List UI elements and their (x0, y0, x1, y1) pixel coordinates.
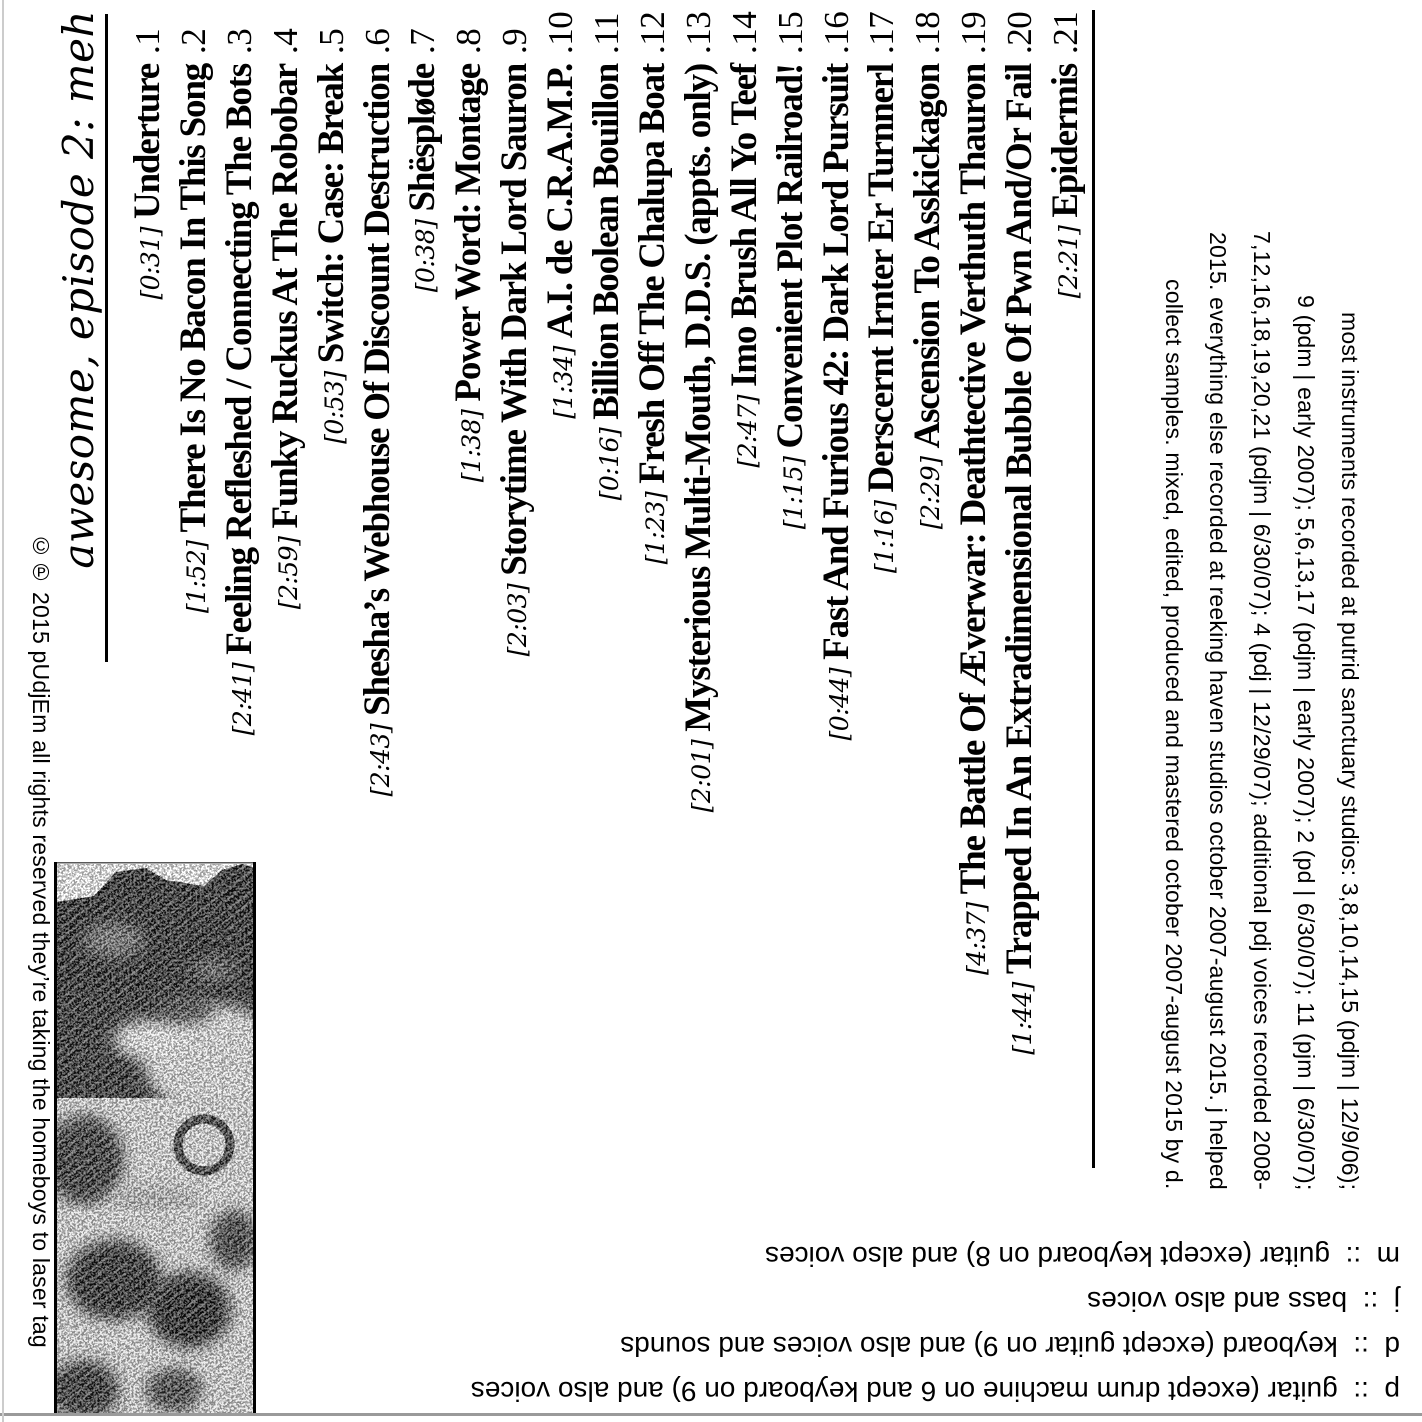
track-duration: [2:41] (227, 662, 257, 736)
track-duration: [1:44] (1008, 982, 1038, 1055)
track-title: Feeling Refleshed / Connecting The Bots (218, 64, 260, 655)
track-title: Underture (127, 64, 168, 219)
track-item (676, 6, 722, 1398)
track-item (538, 6, 584, 1398)
track-title: Power Word: Montage (448, 64, 490, 402)
track-duration: [0:44] (824, 667, 854, 741)
album-title: awesome, episode 2: meh (54, 10, 103, 569)
track-number: .18 (908, 11, 948, 54)
track-number: .12 (632, 11, 672, 54)
track-duration: [2:47] (732, 394, 762, 468)
photo-artwork (54, 860, 256, 1416)
track-item (446, 6, 492, 1398)
track-item (722, 6, 768, 1398)
recording-note-line: most instruments recorded at putrid sanctuary studios: 3,8,10,14,15 (pdjm | 12/9/06); (1337, 311, 1363, 1190)
track-number: .9 (495, 28, 535, 54)
track-title: Fast And Furious 42: Dark Lord Pursuit (815, 64, 857, 660)
track-duration: [0:38] (411, 219, 441, 293)
track-item (1043, 6, 1089, 1398)
track-duration: [0:31] (136, 227, 165, 300)
track-duration: [1:52] (181, 540, 211, 614)
photo-strip (54, 860, 256, 1416)
track-title: Storytime With Dark Lord Sauron (494, 64, 536, 576)
track-title: Epidermis (1045, 64, 1086, 218)
track-duration: [2:01] (686, 739, 716, 813)
track-duration: [1:23] (640, 491, 670, 565)
track-item (951, 6, 997, 1398)
track-duration: [2:03] (503, 583, 533, 657)
personnel-line: p :: guitar (except drum machine on 6 and keyboard on 9) and also voices (470, 1376, 1400, 1407)
track-title: Shesha’s Webhouse Of Discount Destruction (356, 64, 398, 716)
track-number: .13 (678, 11, 718, 54)
track-duration: [1:38] (457, 409, 487, 483)
track-item (309, 6, 355, 1398)
track-item (630, 6, 676, 1398)
track-number: .20 (1000, 11, 1040, 54)
track-duration: [1:15] (778, 456, 808, 530)
track-item (492, 6, 538, 1398)
recording-note-line: 7,12,16,18,19,20,21 (pdjm | 6/30/07); 4 (pdj | 12/29/07); additional pdj voices recorded 2008- (1249, 230, 1275, 1190)
track-item (768, 6, 814, 1398)
track-item (263, 6, 309, 1398)
track-title: The Battle Of Æverwar: Deathtective Verthuth Thauron (953, 64, 995, 895)
track-number: .21 (1046, 11, 1085, 54)
track-title: Funky Ruckus At The Robobar (264, 64, 306, 529)
track-title: Imo Brush All Yo Teef (723, 64, 765, 387)
track-title: Mysterious Multi-Mouth, D.D.S. (appts. only) (677, 64, 719, 732)
track-title: Trapped In An Extradimensional Bubble Of Pwn And/Or Fail (999, 64, 1041, 975)
recording-note-line: 2015. everything else recorded at reeking haven studios october 2007-august 2015. j helped (1205, 232, 1231, 1190)
personnel-line: m :: guitar (except keyboard on 8) and also voices (765, 1241, 1400, 1272)
track-title: There Is No Bacon In This Song (172, 64, 214, 533)
track-item (814, 6, 860, 1398)
track-number: .19 (954, 11, 994, 54)
recording-note-line: collect samples. mixed, edited, produced and mastered october 2007-august 2015 by d. (1161, 279, 1187, 1190)
personnel-line: d :: keyboard (except guitar on 9) and also voices and sounds (620, 1331, 1400, 1362)
tracklist-underline-rule (1092, 10, 1095, 1168)
fold-line-left (2, 0, 4, 1422)
track-duration: [2:21] (1054, 225, 1083, 299)
copyright-notice: ©℗ 2015 pUdjEm all rights reserved they’re taking the homeboys to laser tag (28, 533, 54, 1348)
track-title: Fresh Off The Chalupa Boat (631, 64, 673, 484)
fold-line-bottom (0, 1413, 1422, 1416)
track-duration: [2:29] (916, 456, 946, 530)
track-duration: [1:34] (549, 346, 579, 419)
title-underline-rule (105, 14, 108, 662)
track-number: .15 (770, 11, 810, 54)
track-title: A.I. de C.R.A.M.P. (540, 64, 582, 339)
track-number: .7 (403, 28, 443, 54)
track-number: .6 (357, 28, 397, 54)
track-item (997, 6, 1043, 1398)
recording-notes (1150, 0, 1372, 1190)
track-duration: [2:43] (365, 723, 395, 797)
track-title: Billion Boolean Bouillon (586, 64, 627, 420)
track-item (584, 6, 630, 1398)
track-number: .5 (311, 28, 351, 54)
track-duration: [2:59] (273, 536, 303, 610)
track-title: Shëspløde (402, 64, 444, 212)
track-duration: [4:37] (962, 902, 992, 975)
recording-note-line: 9 (pdm | early 2007); 5,6,13,17 (pdjm | early 2007); 2 (pd | 6/30/07); 11 (pjm | 6/30/07); (1293, 294, 1319, 1190)
track-number: .4 (265, 28, 305, 54)
track-number: .11 (587, 13, 626, 54)
personnel-line: j :: bass and also voices (1087, 1286, 1400, 1317)
track-number: .8 (449, 28, 489, 54)
track-item (355, 6, 401, 1398)
track-title: Convenient Plot Railroad! (769, 64, 811, 449)
personnel-credits (335, 1234, 1400, 1414)
track-title: Ascension To Asskickagon (907, 64, 949, 449)
track-number: .16 (816, 11, 856, 54)
track-number: .17 (862, 11, 902, 54)
track-number: .14 (724, 11, 764, 54)
track-duration: [0:53] (319, 371, 349, 444)
track-duration: [1:16] (870, 500, 900, 574)
track-title: Switch: Case: Break (310, 64, 352, 364)
track-number: .1 (128, 28, 167, 54)
track-number: .2 (173, 28, 213, 54)
track-title: Derscernt Irnter Er Turnnerl (861, 64, 903, 493)
track-duration: [0:16] (595, 427, 624, 501)
track-item (400, 6, 446, 1398)
track-item (859, 6, 905, 1398)
track-number: .3 (219, 28, 259, 54)
track-item (905, 6, 951, 1398)
track-number: .10 (541, 11, 581, 54)
